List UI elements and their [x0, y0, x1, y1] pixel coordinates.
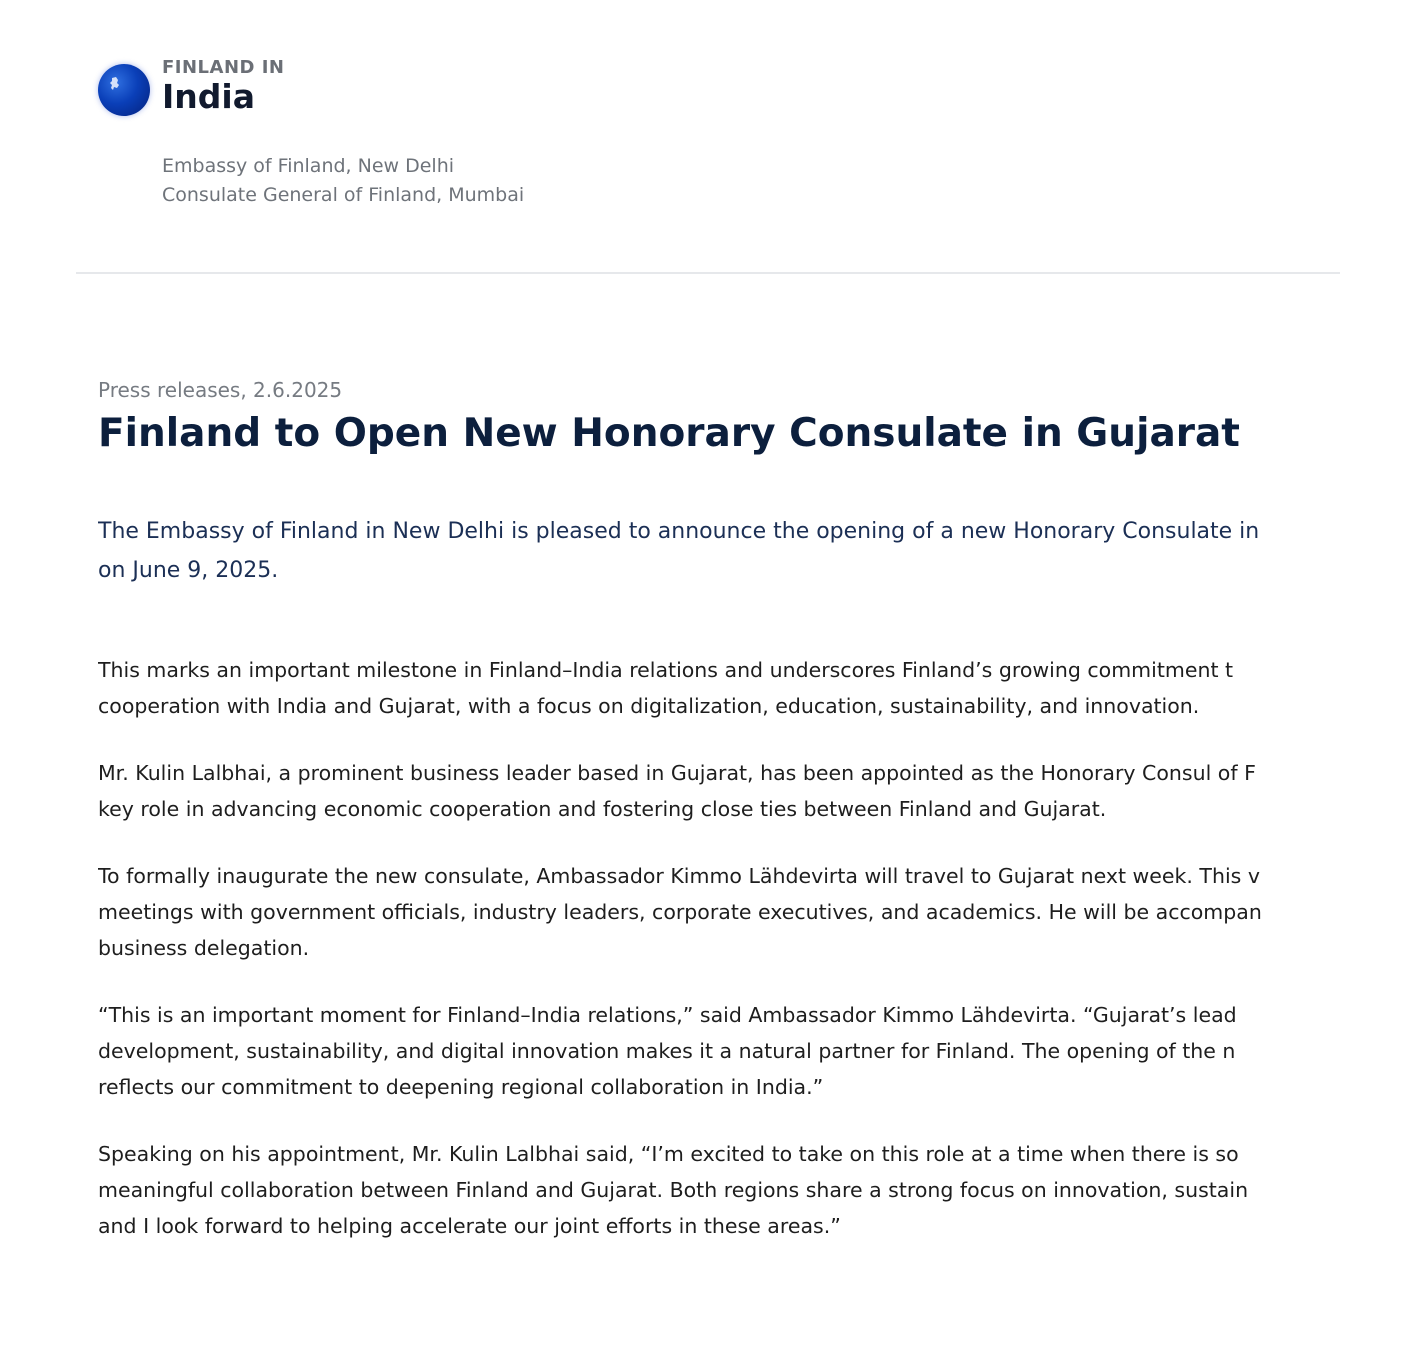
mission-link-mumbai[interactable]: Consulate General of Finland, Mumbai — [162, 184, 525, 206]
article-meta: Press releases, 2.6.2025 — [98, 378, 343, 402]
article-lead — [98, 512, 1340, 590]
article — [98, 376, 1340, 1244]
paragraph-line: To formally inaugurate the new consulate, Ambassador Kimmo Lähdevirta will travel to Gujarat next week. This v — [98, 864, 1260, 888]
brand-text — [162, 58, 285, 116]
paragraph-line: Mr. Kulin Lalbhai, a prominent business leader based in Gujarat, has been appointed as the Honorary Consul of F — [98, 761, 1256, 785]
mission-link-new-delhi[interactable]: Embassy of Finland, New Delhi — [162, 155, 455, 177]
article-paragraph — [98, 997, 1340, 1105]
article-paragraph — [98, 755, 1340, 827]
paragraph-line: Speaking on his appointment, Mr. Kulin Lalbhai said, “I’m excited to take on this role at a time when there is so — [98, 1142, 1239, 1166]
paragraph-line: “This is an important moment for Finland–India relations,” said Ambassador Kimmo Lähdevirta. “Gujarat’s lead — [98, 1003, 1237, 1027]
paragraph-line: business delegation. — [98, 936, 310, 960]
paragraph-line: This marks an important milestone in Finland–India relations and underscores Finland’s growing commitment t — [98, 658, 1234, 682]
paragraph-line: development, sustainability, and digital innovation makes it a natural partner for Finland. The opening of the n — [98, 1039, 1236, 1063]
article-paragraph — [98, 858, 1340, 966]
lead-line: on June 9, 2025. — [98, 558, 279, 583]
paragraph-line: cooperation with India and Gujarat, with a focus on digitalization, education, sustainability, and innovation. — [98, 694, 1200, 718]
paragraph-line: reflects our commitment to deepening regional collaboration in India.” — [98, 1075, 824, 1099]
article-paragraph — [98, 1136, 1340, 1244]
article-title: Finland to Open New Honorary Consulate in Gujarat — [98, 411, 1240, 456]
paragraph-line: meaningful collaboration between Finland and Gujarat. Both regions share a strong focus on innovation, sustain — [98, 1178, 1249, 1202]
missions-list — [162, 152, 798, 210]
header-divider — [76, 272, 1340, 274]
site-header — [98, 57, 798, 210]
lion-emblem-icon — [104, 74, 128, 98]
finland-lion-logo-icon — [98, 64, 150, 116]
paragraph-line: key role in advancing economic cooperation and fostering close ties between Finland and Gujarat. — [98, 797, 1107, 821]
lead-line: The Embassy of Finland in New Delhi is pleased to announce the opening of a new Honorary Consulate in — [98, 519, 1260, 544]
paragraph-line: and I look forward to helping accelerate our joint efforts in these areas.” — [98, 1214, 841, 1238]
site-logo-link[interactable] — [98, 57, 798, 116]
article-paragraph — [98, 652, 1340, 724]
brand-location-label: India — [162, 77, 255, 116]
brand-country-label: FINLAND IN — [162, 57, 285, 78]
paragraph-line: meetings with government officials, industry leaders, corporate executives, and academics. He will be accompan — [98, 900, 1262, 924]
